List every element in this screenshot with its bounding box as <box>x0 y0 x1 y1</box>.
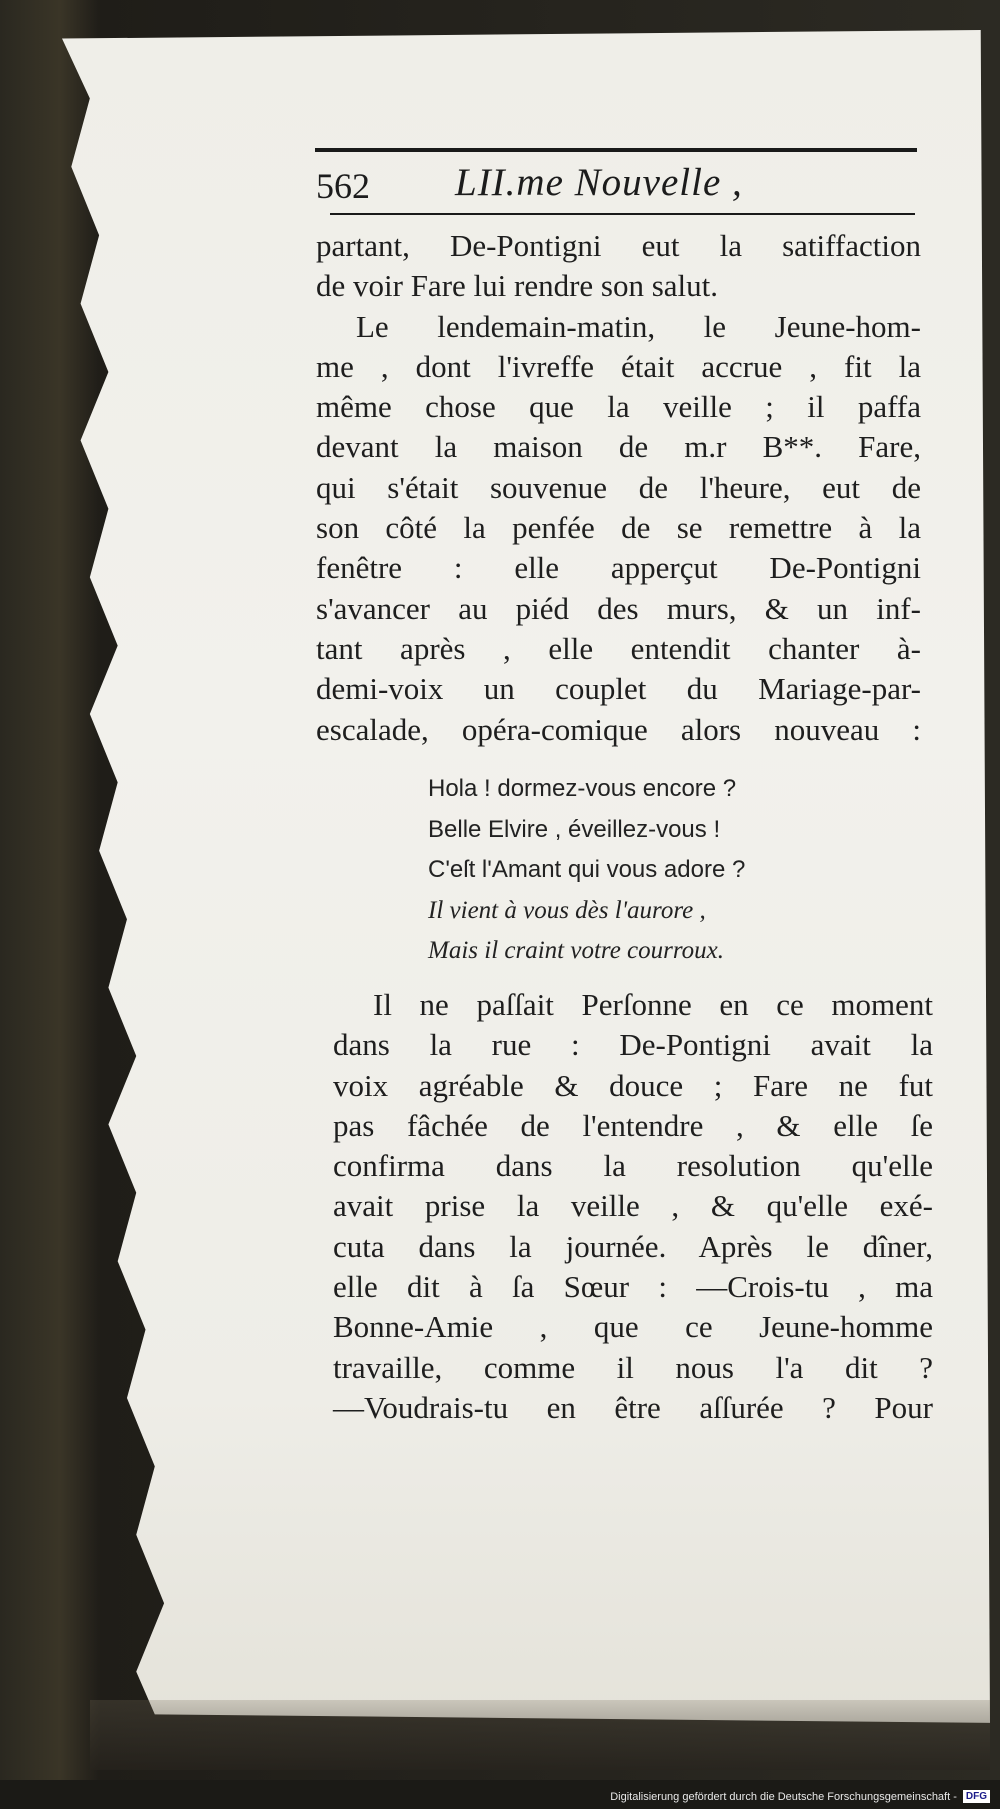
text-line: pas fâchée de l'entendre , & elle ſe <box>333 1107 933 1143</box>
verse-line: Il vient à vous dès l'aurore , <box>428 896 706 924</box>
verse-line: Belle Elvire , éveillez-vous ! <box>428 815 721 843</box>
text-line: voix agréable & douce ; Fare ne fut <box>333 1067 933 1103</box>
dfg-logo: DFG <box>963 1790 990 1803</box>
text-line: s'avancer au piéd des murs, & un inf- <box>316 590 921 626</box>
text-line: confirma dans la resolution qu'elle <box>333 1148 933 1184</box>
upper-paragraphs <box>316 226 921 750</box>
text-line: me , dont l'ivreffe était accrue , fit la <box>316 348 921 384</box>
text-line: tant après , elle entendit chanter à- <box>316 630 921 666</box>
digitization-credit <box>610 1790 990 1803</box>
text-line: Bonne-Amie , que ce Jeune-homme <box>333 1309 933 1345</box>
verse-block <box>428 769 888 972</box>
credit-text: Digitalisierung gefördert durch die Deutsche Forschungsgemeinschaft - <box>610 1790 957 1803</box>
page-number: 562 <box>316 166 370 206</box>
text-line: même chose que la veille ; il paffa <box>316 389 921 425</box>
text-line: —Voudrais-tu en être aſſurée ? Pour <box>333 1389 933 1425</box>
lower-paragraph <box>333 985 933 1428</box>
text-line: devant la maison de m.r B**. Fare, <box>316 429 921 465</box>
page-bottom-shadow <box>90 1700 990 1770</box>
text-line: de voir Fare lui rendre son salut. <box>316 268 719 304</box>
text-line: demi-voix un couplet du Mariage-par- <box>316 671 921 707</box>
text-line: fenêtre : elle apperçut De-Pontigni <box>316 550 921 586</box>
verse-line: Hola ! dormez-vous encore ? <box>428 775 737 802</box>
running-title: LII.me Nouvelle , <box>455 161 743 204</box>
text-line: qui s'était souvenue de l'heure, eut de <box>316 469 921 505</box>
text-line: Le lendemain-matin, le Jeune-hom- <box>356 308 921 344</box>
verse-line: C'eſt l'Amant qui vous adore ? <box>428 856 746 883</box>
text-line: Il ne paſſait Perſonne en ce moment <box>373 987 933 1022</box>
text-line: dans la rue : De-Pontigni avait la <box>333 1027 933 1063</box>
text-line: partant, De-Pontigni eut la satiffaction <box>316 228 921 263</box>
header-top-rule <box>315 148 917 152</box>
text-line: cuta dans la journée. Après le dîner, <box>333 1228 933 1264</box>
header-bottom-rule <box>330 213 915 215</box>
text-line: travaille, comme il nous l'a dit ? <box>333 1349 933 1385</box>
text-line: son côté la penfée de se remettre à la <box>316 510 921 546</box>
verse-line: Mais il craint votre courroux. <box>428 937 725 964</box>
text-line: escalade, opéra-comique alors nouveau : <box>316 711 921 747</box>
text-line: avait prise la veille , & qu'elle exé- <box>333 1188 933 1224</box>
text-line: elle dit à ſa Sœur : —Crois-tu , ma <box>333 1269 933 1305</box>
